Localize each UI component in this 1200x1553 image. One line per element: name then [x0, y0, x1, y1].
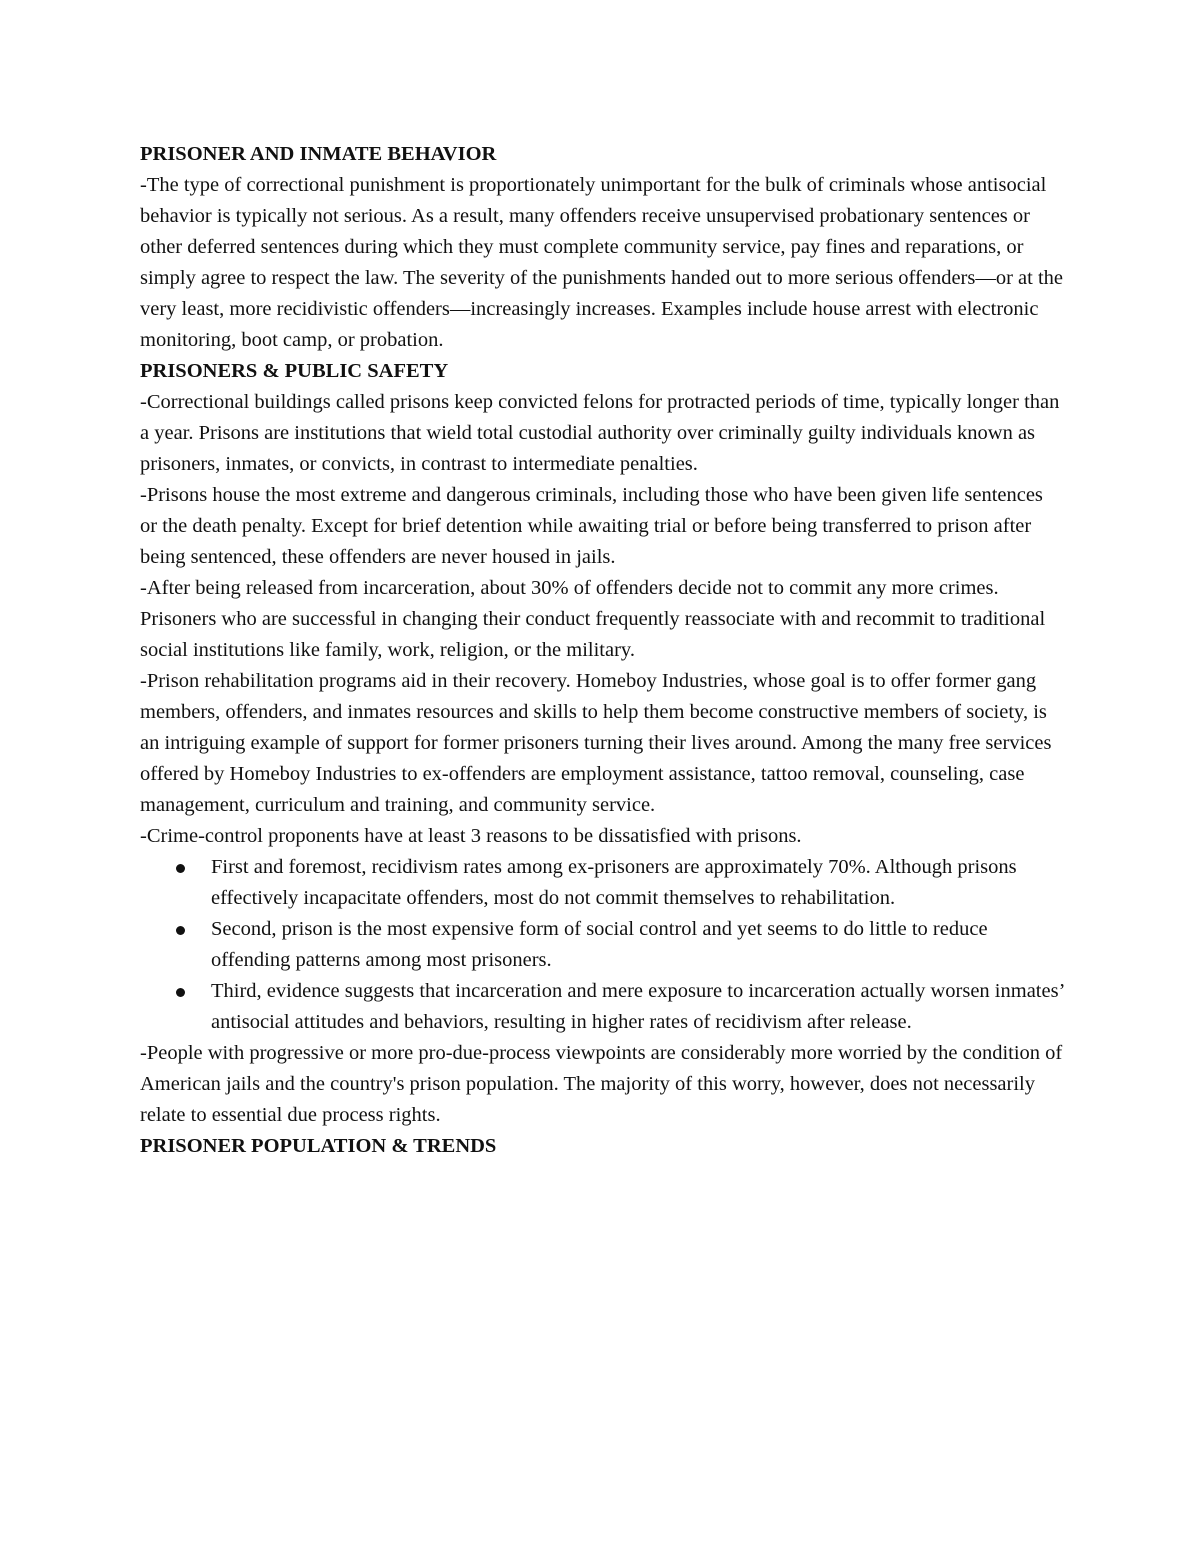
paragraph: -People with progressive or more pro-due-process viewpoints are considerably more worried by the condition of American jails and the country's prison population. The majority of this worry, however, does not necessarily relate to essential due process rights.	[140, 1042, 1063, 1126]
list-item	[211, 976, 1065, 1038]
list-item-text: Second, prison is the most expensive form of social control and yet seems to do little to reduce offending patterns among most prisoners.	[211, 918, 988, 971]
paragraph: -Prisons house the most extreme and dangerous criminals, including those who have been given life sentences or the death penalty. Except for brief detention while awaiting trial or before being transferred to prison after being sentenced, these offenders are never housed in jails.	[140, 484, 1043, 568]
bullet-icon	[176, 988, 185, 997]
list-item	[211, 852, 1065, 914]
section-heading-population-trends: PRISONER POPULATION & TRENDS	[140, 1135, 497, 1157]
paragraph: -The type of correctional punishment is proportionately unimportant for the bulk of criminals whose antisocial behavior is typically not serious. As a result, many offenders receive unsupervised probationary sentences or other deferred sentences during which they must complete community service, pay fines and reparations, or simply agree to respect the law. The severity of the punishments handed out to more serious offenders—or at the very least, more recidivistic offenders—increasingly increases. Examples include house arrest with electronic monitoring, boot camp, or probation.	[140, 174, 1064, 351]
bullet-icon	[176, 926, 185, 935]
list-item	[211, 914, 1065, 976]
paragraph: -After being released from incarceration, about 30% of offenders decide not to commit any more crimes. Prisoners who are successful in changing their conduct frequently reassociate with and recommit to traditional social institutions like family, work, religion, or the military.	[140, 577, 1046, 661]
paragraph: -Correctional buildings called prisons keep convicted felons for protracted periods of time, typically longer than a year. Prisons are institutions that wield total custodial authority over criminally guilty individuals known as prisoners, inmates, or convicts, in contrast to intermediate penalties.	[140, 391, 1060, 475]
section-heading-public-safety: PRISONERS & PUBLIC SAFETY	[140, 360, 449, 382]
bullet-icon	[176, 864, 185, 873]
list-item-text: First and foremost, recidivism rates among ex-prisoners are approximately 70%. Although prisons effectively incapacitate offenders, most do not commit themselves to rehabilitation.	[211, 856, 1017, 909]
document-page	[140, 139, 1065, 1162]
reasons-list	[140, 852, 1065, 1038]
list-item-text: Third, evidence suggests that incarceration and mere exposure to incarceration actually worsen inmates’ antisocial attitudes and behaviors, resulting in higher rates of recidivism after release.	[211, 980, 1064, 1033]
paragraph: -Crime-control proponents have at least 3 reasons to be dissatisfied with prisons.	[140, 825, 802, 847]
paragraph: -Prison rehabilitation programs aid in their recovery. Homeboy Industries, whose goal is to offer former gang members, offenders, and inmates resources and skills to help them become constructive members of society, is an intriguing example of support for former prisoners turning their lives around. Among the many free services offered by Homeboy Industries to ex-offenders are employment assistance, tattoo removal, counseling, case management, curriculum and training, and community service.	[140, 670, 1052, 816]
section-heading-inmate-behavior: PRISONER AND INMATE BEHAVIOR	[140, 143, 497, 165]
